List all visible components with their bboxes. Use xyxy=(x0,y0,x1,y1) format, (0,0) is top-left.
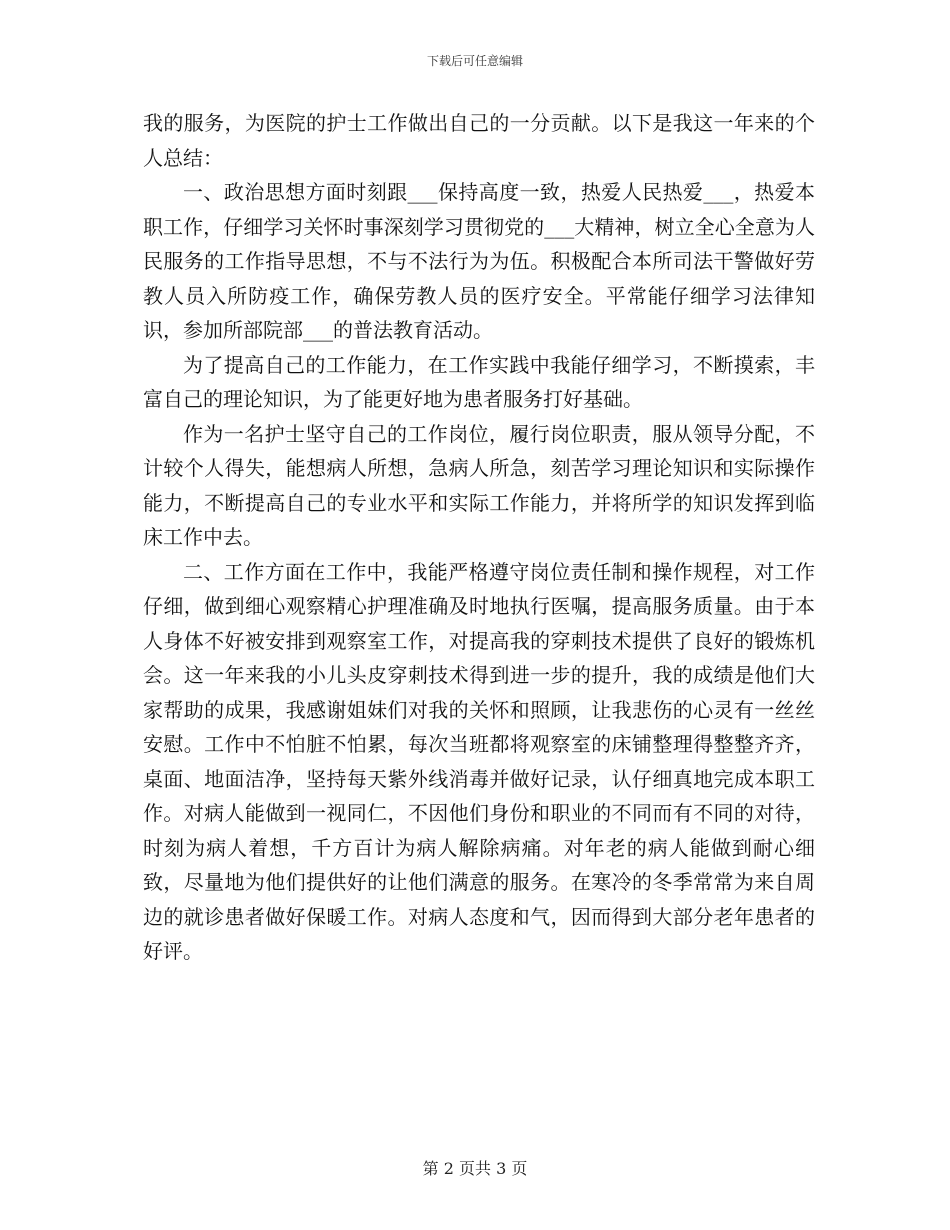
paragraph-political: 一、政治思想方面时刻跟___保持高度一致，热爱人民热爱___，热爱本职工作，仔细学习关怀时事深刻学习贯彻党的___大精神，树立全心全意为人民服务的工作指导思想，不与不法行为为伍。积极配合本所司法干警做好劳教人员入所防疫工作，确保劳教人员的医疗安全。平常能仔细学习法律知识，参加所部院部___的普法教育活动。 xyxy=(143,180,815,342)
paragraph-intro: 我的服务，为医院的护士工作做出自己的一分贡献。以下是我这一年来的个人总结： xyxy=(143,111,815,170)
paragraph-ability: 为了提高自己的工作能力，在工作实践中我能仔细学习，不断摸索，丰富自己的理论知识，为了能更好地为患者服务打好基础。 xyxy=(143,352,815,411)
page-number: 第 2 页共 3 页 xyxy=(422,1159,528,1178)
paragraph-work: 二、工作方面在工作中，我能严格遵守岗位责任制和操作规程，对工作仔细，做到细心观察精心护理准确及时地执行医嘱，提高服务质量。由于本人身体不好被安排到观察室工作，对提高我的穿刺技术提供了良好的锻炼机会。这一年来我的小儿头皮穿刺技术得到进一步的提升，我的成绩是他们大家帮助的成果，我感谢姐妹们对我的关怀和照顾，让我悲伤的心灵有一丝丝安慰。工作中不怕脏不怕累，每次当班都将观察室的床铺整理得整整齐齐，桌面、地面洁净，坚持每天紫外线消毒并做好记录，认仔细真地完成本职工作。对病人能做到一视同仁，不因他们身份和职业的不同而有不同的对待，时刻为病人着想，千方百计为病人解除病痛。对年老的病人能做到耐心细致，尽量地为他们提供好的让他们满意的服务。在寒冷的冬季常常为来自周边的就诊患者做好保暖工作。对病人态度和气，因而得到大部分老年患者的好评。 xyxy=(143,559,815,963)
page-header: 下载后可任意编辑 xyxy=(426,54,523,68)
paragraph-duty: 作为一名护士坚守自己的工作岗位，履行岗位职责，服从领导分配，不计较个人得失，能想病人所想，急病人所急，刻苦学习理论知识和实际操作能力，不断提高自己的专业水平和实际工作能力，并将所学的知识发挥到临床工作中去。 xyxy=(143,421,815,549)
document-body xyxy=(143,106,815,969)
